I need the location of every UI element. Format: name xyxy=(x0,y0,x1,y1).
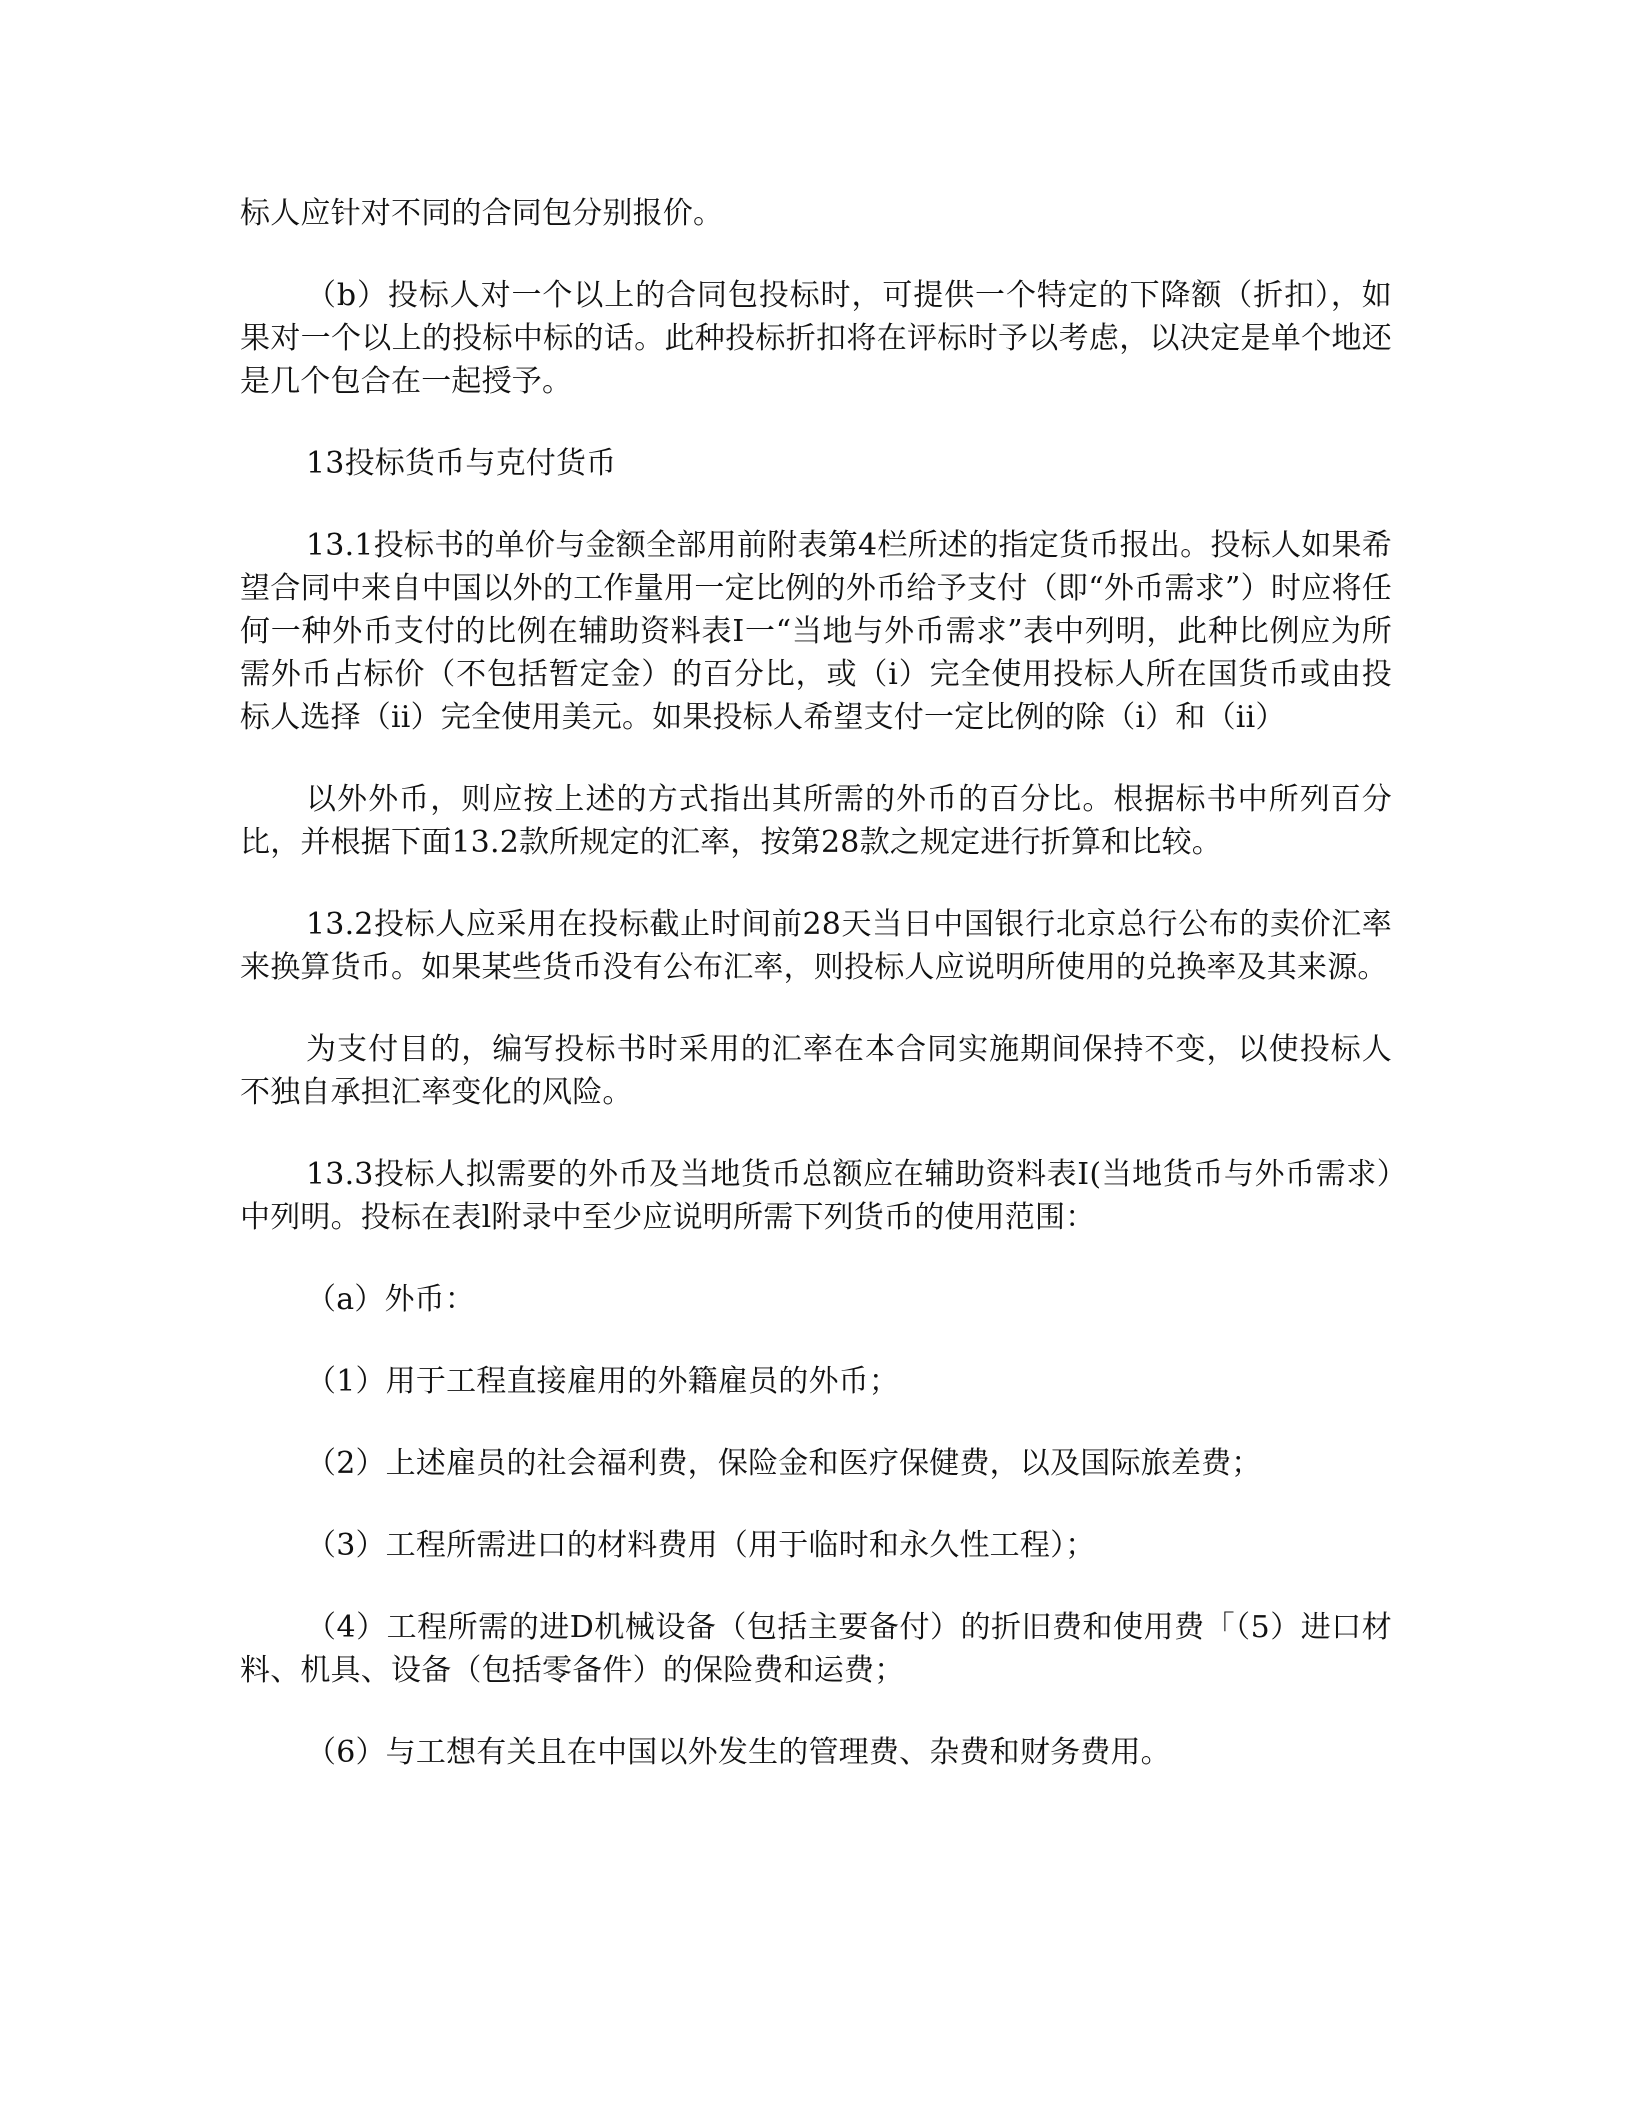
paragraph-13-1-continued: 以外外币，则应按上述的方式指出其所需的外币的百分比。根据标书中所列百分比，并根据下面13.2款所规定的汇率，按第28款之规定进行折算和比较。 xyxy=(240,782,1392,860)
list-item-3: （3）工程所需进口的材料费用（用于临时和永久性工程）； xyxy=(306,1528,1096,1563)
paragraph-13-1: 13.1投标书的单价与金额全部用前附表第4栏所述的指定货币报出。投标人如果希望合同中来自中国以外的工作量用一定比例的外币给予支付（即“外币需求”）时应将任何一种外币支付的比例在辅助资料表I一“当地与外币需求”表中列明，此种比例应为所需外币占标价（不包括暂定金）的百分比，或（i）完全使用投标人所在国货币或由投标人选择（ii）完全使用美元。如果投标人希望支付一定比例的除（i）和（ii） xyxy=(240,528,1392,735)
list-item-6: （6）与工想有关且在中国以外发生的管理费、杂费和财务费用。 xyxy=(306,1735,1171,1770)
paragraph-13-3: 13.3投标人拟需要的外币及当地货币总额应在辅助资料表I(当地货币与外币需求）中列明。投标在表l附录中至少应说明所需下列货币的使用范围： xyxy=(240,1157,1392,1235)
list-heading-foreign-currency: （a）外币： xyxy=(306,1282,476,1317)
document-body xyxy=(240,192,1392,1813)
list-item-2: （2）上述雇员的社会福利费，保险金和医疗保健费，以及国际旅差费； xyxy=(306,1446,1262,1481)
paragraph-13-2: 13.2投标人应采用在投标截止时间前28天当日中国银行北京总行公布的卖价汇率来换算货币。如果某些货币没有公布汇率，则投标人应说明所使用的兑换率及其来源。 xyxy=(240,907,1392,985)
list-item-1: （1）用于工程直接雇用的外籍雇员的外币； xyxy=(306,1364,900,1399)
list-item-4-5: （4）工程所需的进D机械设备（包括主要备付）的折旧费和使用费「（5）进口材料、机具、设备（包括零备件）的保险费和运费； xyxy=(240,1610,1392,1688)
section-heading-13: 13投标货币与克付货币 xyxy=(306,446,617,481)
paragraph-2: （b）投标人对一个以上的合同包投标时，可提供一个特定的下降额（折扣），如果对一个以上的投标中标的话。此种投标折扣将在评标时予以考虑，以决定是单个地还是几个包合在一起授予。 xyxy=(240,278,1392,399)
paragraph-13-2-payment: 为支付目的，编写投标书时采用的汇率在本合同实施期间保持不变，以使投标人不独自承担汇率变化的风险。 xyxy=(240,1032,1392,1110)
paragraph-1: 标人应针对不同的合同包分别报价。 xyxy=(240,196,724,231)
